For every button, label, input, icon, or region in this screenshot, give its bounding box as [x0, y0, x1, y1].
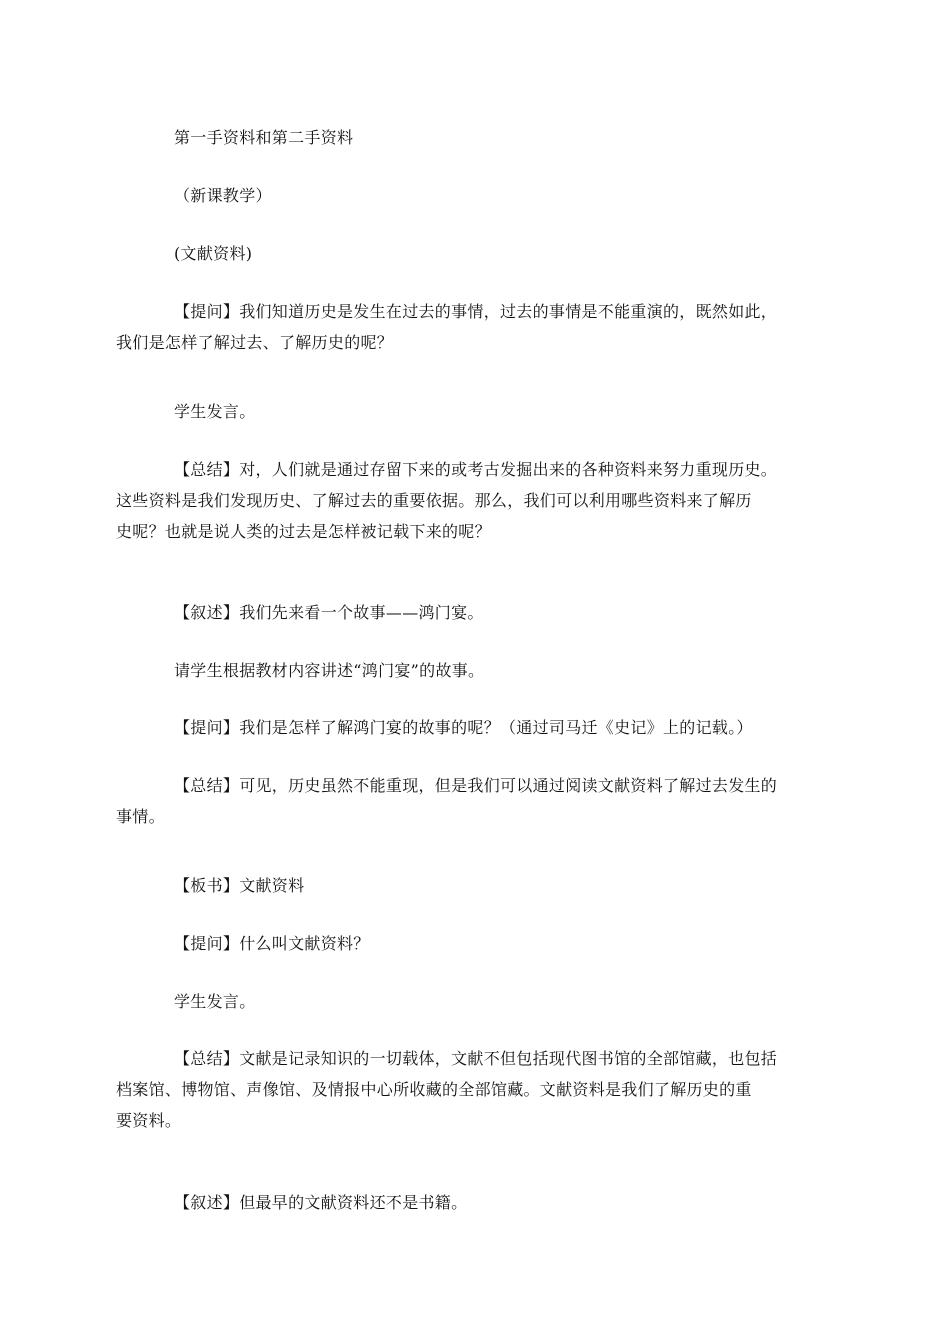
paragraph-board-writing: 【板书】文献资料 — [174, 876, 305, 895]
subsection-label: (文献资料) — [174, 244, 253, 263]
document-title: 第一手资料和第二手资料 — [174, 128, 354, 147]
paragraph-instruction: 请学生根据教材内容讲述“鸿门宴”的故事。 — [174, 661, 485, 680]
paragraph-question-3: 【提问】什么叫文献资料？ — [174, 934, 370, 953]
paragraph-summary-1: 【总结】对，人们就是通过存留下来的或考古发掘出来的各种资料来努力重现历史。 这些资料是我们发现历史、了解过去的重要依据。那么，我们可以利用哪些资料来了解历 史呢？也就是说人类的过去是怎样被记载下来的呢？ — [116, 460, 778, 541]
section-label: （新课教学） — [174, 186, 272, 205]
paragraph-student-response-2: 学生发言。 — [174, 992, 256, 1011]
paragraph-student-response-1: 学生发言。 — [174, 402, 256, 421]
paragraph-summary-2: 【总结】可见，历史虽然不能重现，但是我们可以通过阅读文献资料了解过去发生的 事情。 — [116, 776, 778, 826]
paragraph-narration-1: 【叙述】我们先来看一个故事——鸿门宴。 — [174, 603, 484, 622]
paragraph-question-2: 【提问】我们是怎样了解鸿门宴的故事的呢？（通过司马迁《史记》上的记载。） — [174, 718, 753, 737]
paragraph-narration-2: 【叙述】但最早的文献资料还不是书籍。 — [174, 1193, 468, 1212]
paragraph-summary-3: 【总结】文献是记录知识的一切载体，文献不但包括现代图书馆的全部馆藏，也包括 档案馆、博物馆、声像馆、及情报中心所收藏的全部馆藏。文献资料是我们了解历史的重 要资料。 — [116, 1049, 778, 1130]
paragraph-question-1: 【提问】我们知道历史是发生在过去的事情，过去的事情是不能重演的，既然如此， 我们是怎样了解过去、了解历史的呢？ — [116, 302, 778, 352]
